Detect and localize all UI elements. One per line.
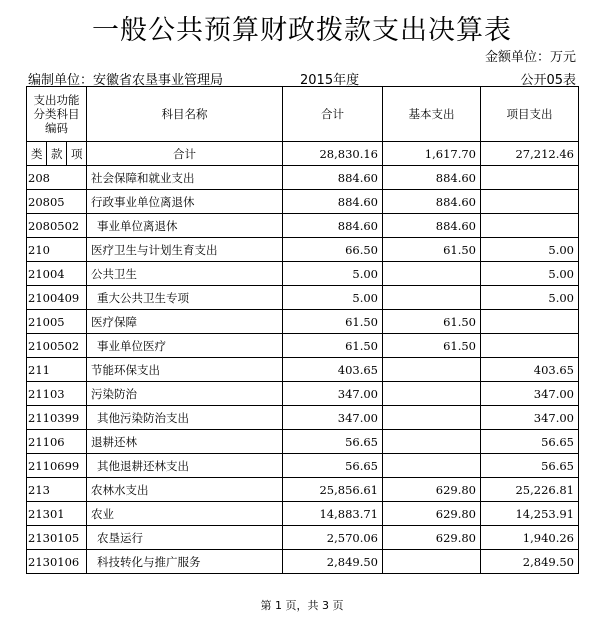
row-total: 884.60 (283, 190, 383, 214)
row-code: 2100502 (27, 334, 87, 358)
row-basic: 61.50 (383, 310, 481, 334)
row-total: 56.65 (283, 454, 383, 478)
row-basic: 61.50 (383, 334, 481, 358)
row-basic: 629.80 (383, 526, 481, 550)
page-footer: 第 1 页，共 3 页 (260, 599, 344, 612)
row-code: 2100409 (27, 286, 87, 310)
row-total: 347.00 (283, 406, 383, 430)
row-total: 14,883.71 (283, 502, 383, 526)
header-kuan: 款 (47, 142, 67, 166)
row-project: 56.65 (481, 454, 579, 478)
row-code: 2080502 (27, 214, 87, 238)
row-total: 56.65 (283, 430, 383, 454)
amount-unit: 金额单位：万元 (484, 50, 576, 65)
row-project (481, 310, 579, 334)
row-code: 208 (27, 166, 87, 190)
table-row (27, 478, 579, 502)
row-name: 科技转化与推广服务 (87, 550, 283, 574)
row-basic: 884.60 (383, 214, 481, 238)
header-lei: 类 (27, 142, 47, 166)
row-code: 2110699 (27, 454, 87, 478)
row-name: 医疗卫生与计划生育支出 (87, 238, 283, 262)
row-project: 25,226.81 (481, 478, 579, 502)
row-name: 社会保障和就业支出 (87, 166, 283, 190)
header-item-name: 科目名称 (87, 87, 283, 142)
row-name: 退耕还林 (87, 430, 283, 454)
table-row (27, 454, 579, 478)
header-total: 合计 (283, 87, 383, 142)
row-total: 61.50 (283, 334, 383, 358)
row-basic: 61.50 (383, 238, 481, 262)
table-header-row (27, 87, 579, 142)
row-name: 事业单位医疗 (87, 334, 283, 358)
row-basic (383, 286, 481, 310)
table-row (27, 286, 579, 310)
row-name: 重大公共卫生专项 (87, 286, 283, 310)
row-total: 61.50 (283, 310, 383, 334)
report-title: 一般公共预算财政拨款支出决算表 (92, 15, 512, 46)
row-code: 2130106 (27, 550, 87, 574)
row-total: 403.65 (283, 358, 383, 382)
header-project: 项目支出 (481, 87, 579, 142)
row-code: 213 (27, 478, 87, 502)
row-total: 66.50 (283, 238, 383, 262)
summary-project: 27,212.46 (481, 142, 579, 166)
table-row (27, 190, 579, 214)
row-project: 347.00 (481, 382, 579, 406)
row-code: 211 (27, 358, 87, 382)
row-name: 行政事业单位离退休 (87, 190, 283, 214)
row-name: 其他污染防治支出 (87, 406, 283, 430)
row-basic (383, 454, 481, 478)
header-func-code: 支出功能分类科目编码 (27, 87, 87, 142)
row-total: 884.60 (283, 166, 383, 190)
row-basic (383, 550, 481, 574)
table-row (27, 334, 579, 358)
row-basic: 884.60 (383, 166, 481, 190)
summary-row (27, 142, 579, 166)
row-name: 其他退耕还林支出 (87, 454, 283, 478)
row-project: 1,940.26 (481, 526, 579, 550)
table-row (27, 430, 579, 454)
row-total: 5.00 (283, 262, 383, 286)
row-project (481, 190, 579, 214)
row-total: 347.00 (283, 382, 383, 406)
row-total: 2,570.06 (283, 526, 383, 550)
table-row (27, 310, 579, 334)
table-row (27, 550, 579, 574)
header-xiang: 项 (67, 142, 87, 166)
row-name: 农业 (87, 502, 283, 526)
table-row (27, 502, 579, 526)
table-body (27, 166, 579, 574)
row-project: 403.65 (481, 358, 579, 382)
row-name: 公共卫生 (87, 262, 283, 286)
table-row (27, 166, 579, 190)
row-total: 884.60 (283, 214, 383, 238)
row-project: 5.00 (481, 238, 579, 262)
table-row (27, 262, 579, 286)
expenditure-table (26, 86, 579, 574)
row-code: 210 (27, 238, 87, 262)
form-code: 公开05表 (520, 73, 576, 88)
summary-basic: 1,617.70 (383, 142, 481, 166)
row-project: 5.00 (481, 262, 579, 286)
row-basic (383, 430, 481, 454)
organization-label: 编制单位：安徽省农垦事业管理局 (28, 73, 224, 88)
row-project: 5.00 (481, 286, 579, 310)
row-code: 21005 (27, 310, 87, 334)
row-basic (383, 358, 481, 382)
table-row (27, 526, 579, 550)
row-total: 5.00 (283, 286, 383, 310)
row-project (481, 214, 579, 238)
row-project (481, 166, 579, 190)
row-code: 21301 (27, 502, 87, 526)
row-basic: 629.80 (383, 502, 481, 526)
row-project: 14,253.91 (481, 502, 579, 526)
row-name: 事业单位离退休 (87, 214, 283, 238)
row-name: 节能环保支出 (87, 358, 283, 382)
header-basic: 基本支出 (383, 87, 481, 142)
row-code: 2130105 (27, 526, 87, 550)
row-total: 25,856.61 (283, 478, 383, 502)
row-name: 医疗保障 (87, 310, 283, 334)
fiscal-year: 2015年度 (300, 73, 360, 88)
row-code: 21106 (27, 430, 87, 454)
row-code: 2110399 (27, 406, 87, 430)
table-row (27, 382, 579, 406)
row-code: 21103 (27, 382, 87, 406)
row-basic (383, 262, 481, 286)
row-name: 农垦运行 (87, 526, 283, 550)
row-code: 20805 (27, 190, 87, 214)
summary-label: 合计 (87, 142, 283, 166)
row-basic: 884.60 (383, 190, 481, 214)
row-basic (383, 406, 481, 430)
row-basic: 629.80 (383, 478, 481, 502)
row-project: 347.00 (481, 406, 579, 430)
table-row (27, 214, 579, 238)
row-name: 污染防治 (87, 382, 283, 406)
row-total: 2,849.50 (283, 550, 383, 574)
table-row (27, 358, 579, 382)
table-row (27, 406, 579, 430)
summary-total: 28,830.16 (283, 142, 383, 166)
row-project: 2,849.50 (481, 550, 579, 574)
row-basic (383, 382, 481, 406)
row-project (481, 334, 579, 358)
row-name: 农林水支出 (87, 478, 283, 502)
row-code: 21004 (27, 262, 87, 286)
row-project: 56.65 (481, 430, 579, 454)
table-row (27, 238, 579, 262)
